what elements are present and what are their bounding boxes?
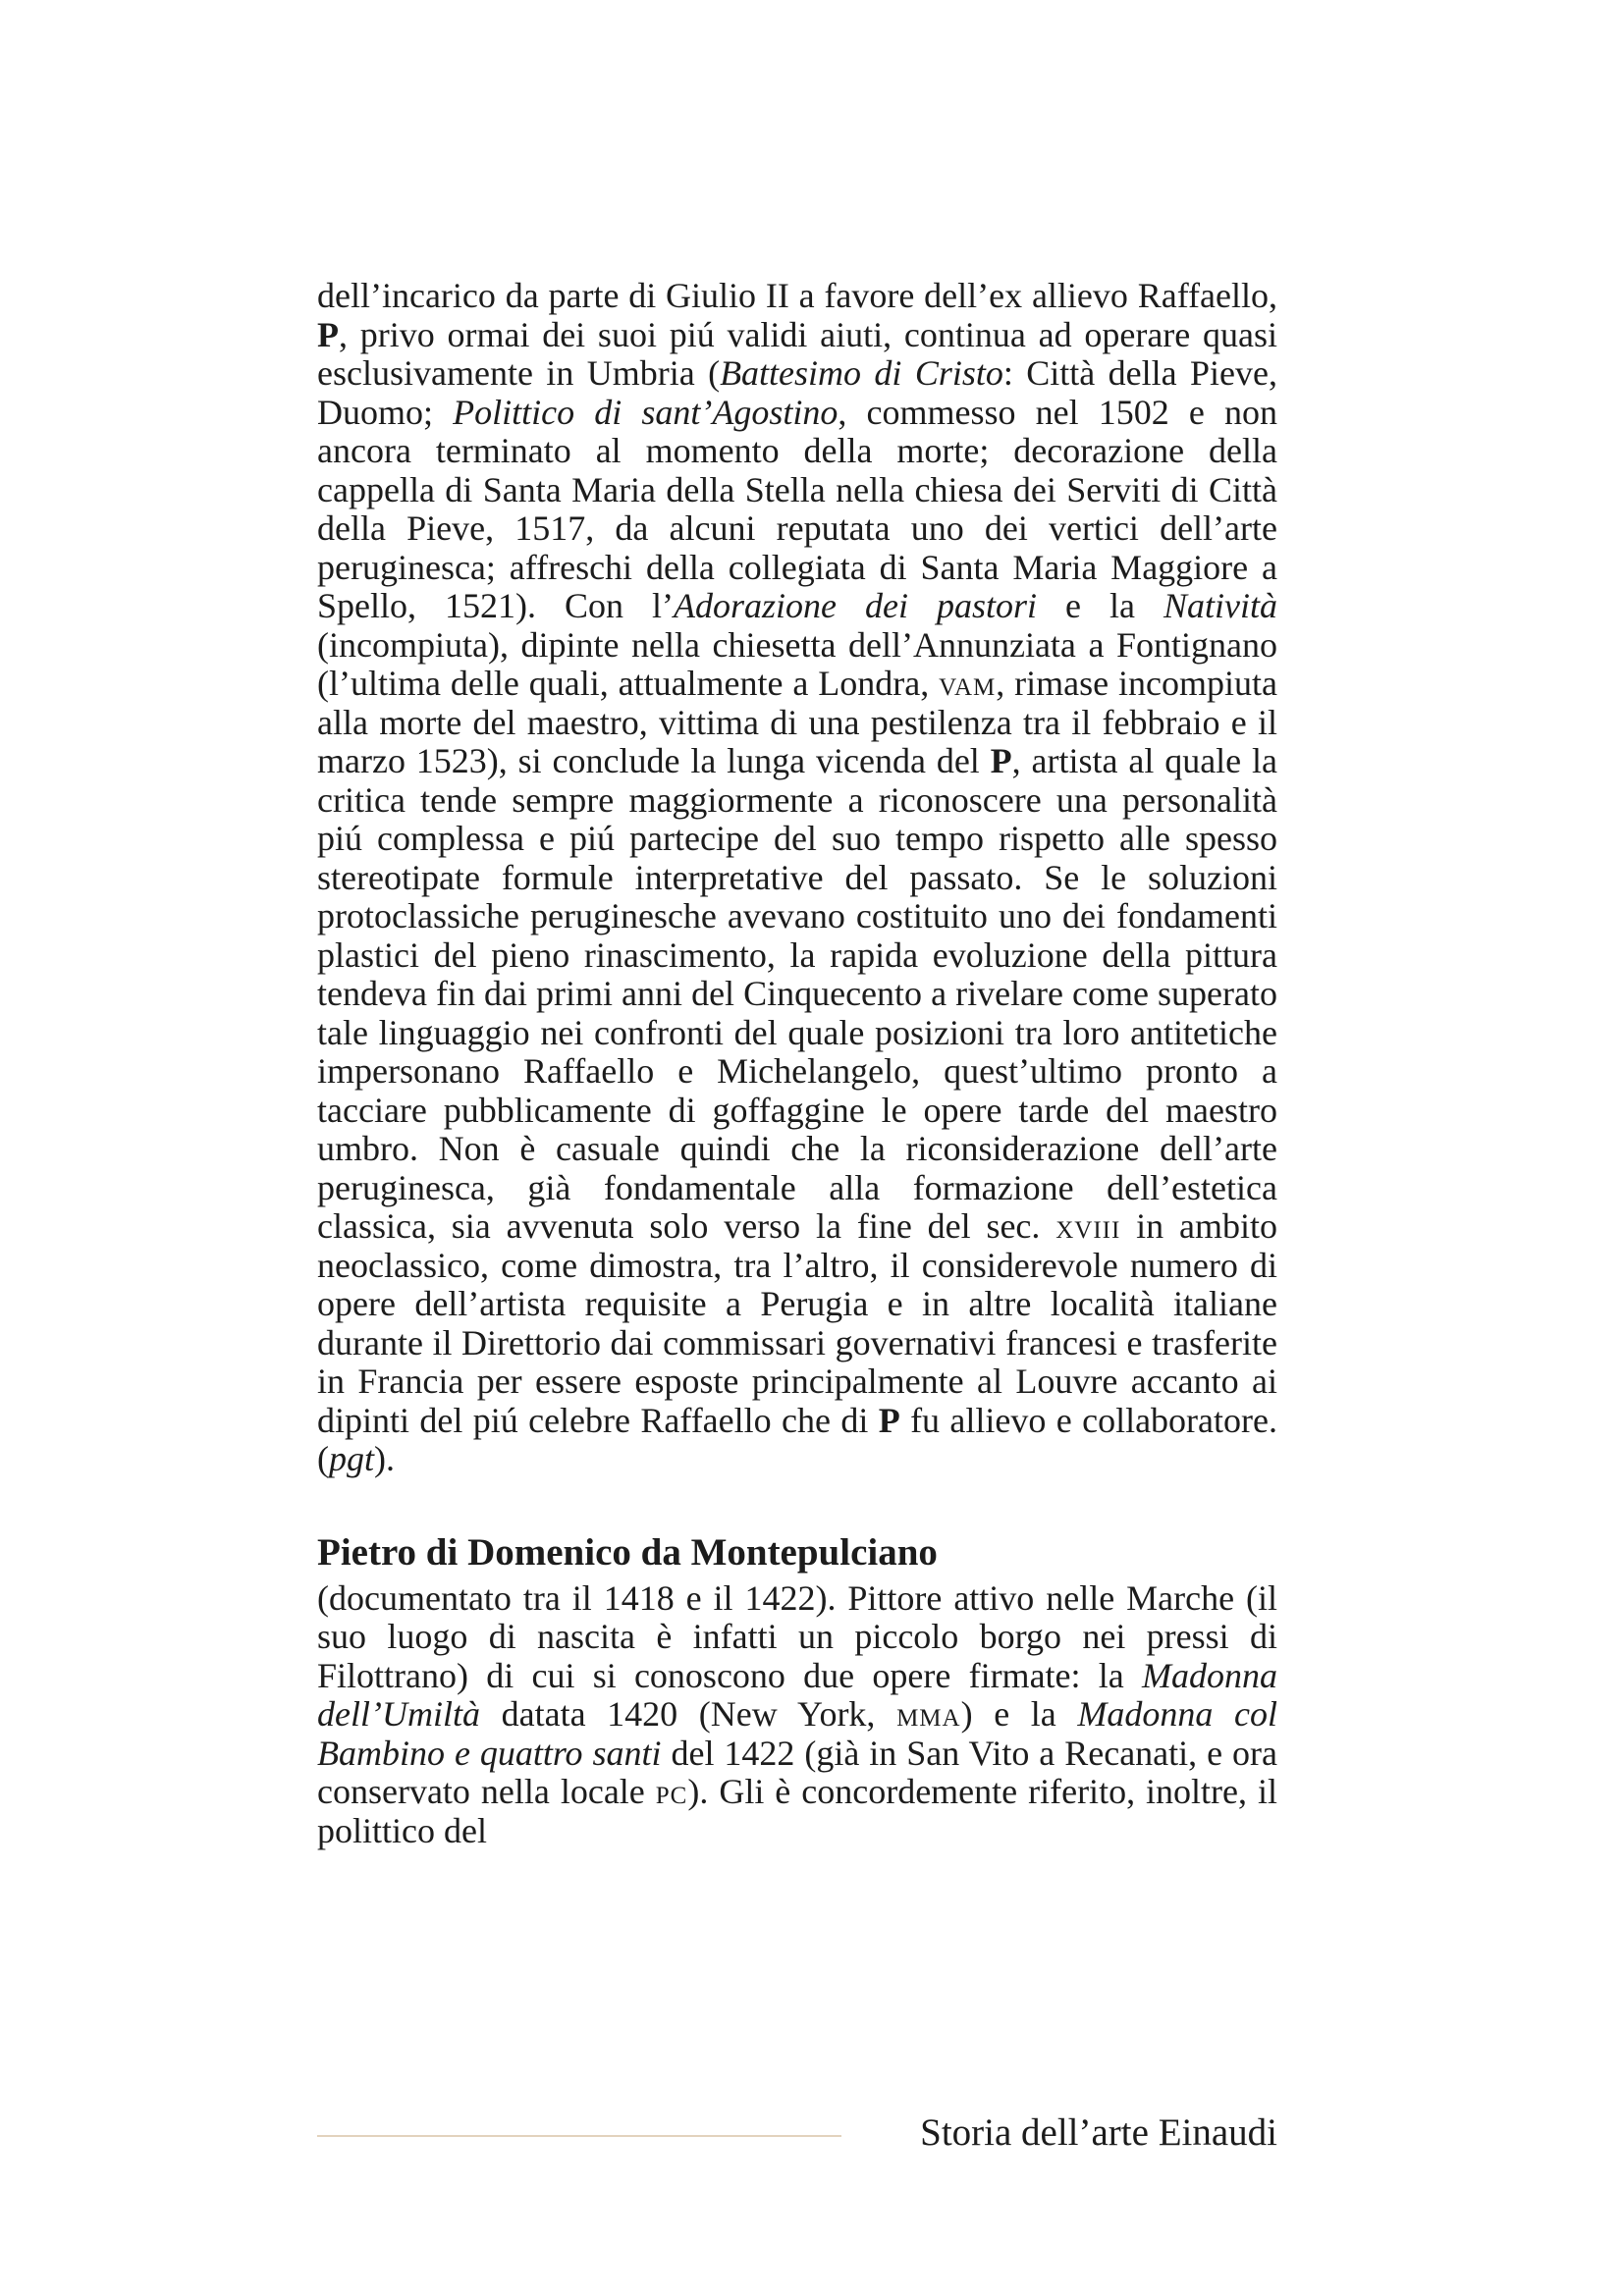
small-caps-run: pc [655, 1772, 688, 1811]
text-run: ). Gli è concordemente riferito, inoltre, il polittico del [317, 1772, 1277, 1850]
text-run: e la [1037, 586, 1164, 625]
text-run: in ambito neoclassico, come dimostra, tra l’altro, il considerevole numero di opere dell’artista requisite a Perugia e in altre località italiane durante il Direttorio dai commissari governativi francesi e trasferite in Francia per essere esposte principalmente al Louvre accanto ai dipinti del piú celebre Raffaello che di [317, 1206, 1277, 1440]
italic-run: pgt [329, 1439, 375, 1478]
text-run: datata 1420 (New York, [479, 1694, 897, 1734]
text-run: , artista al quale la critica tende sempre maggiormente a riconoscere una personalità piú complessa e piú partecipe del suo tempo rispetto alle spesso stereotipate formule interpretative del passato. Se le soluzioni protoclassiche peruginesche avevano costituito uno dei fondamenti plastici del pieno rinascimento, la rapida evoluzione della pittura tendeva fin dai primi anni del Cinquecento a rivelare come superato tale linguaggio nei confronti del quale posizioni tra loro antitetiche impersonano Raffaello e Michelangelo, quest’ultimo pronto a tacciare pubblicamente di goffaggine le opere tarde del maestro umbro. Non è casuale quindi che la riconsiderazione dell’arte peruginesca, già fondamentale alla formazione dell’estetica classica, sia avvenuta solo verso la fine del sec. [317, 741, 1278, 1246]
small-caps-run: mma [896, 1694, 961, 1734]
footer-rule [317, 2135, 841, 2137]
text-run: fu allievo e collaboratore. ( [317, 1400, 1277, 1478]
small-caps-run: xviii [1055, 1206, 1121, 1246]
text-run: : Città della Pieve, Duomo; [317, 353, 1277, 432]
text-run: , commesso nel 1502 e non ancora terminato al momento della morte; decorazione della cappella di Santa Maria della Stella nella chiesa dei Serviti di Città della Pieve, 1517, da alcuni reputata uno dei vertici dell’arte peruginesca; affreschi della collegiata di Santa Maria Maggiore a Spello, 1521). Con l’ [317, 392, 1277, 625]
small-caps-run: vam [939, 664, 997, 703]
page-footer [317, 2109, 1277, 2158]
text-run: ) e la [960, 1694, 1078, 1734]
italic-run: Natività [1163, 586, 1278, 625]
text-run: ). [374, 1439, 396, 1478]
italic-run: Adorazione dei pastori [674, 586, 1038, 625]
bold-run: P [878, 1400, 900, 1440]
bold-run: P [317, 314, 339, 354]
italic-run: Madonna dell’Umiltà [317, 1655, 1277, 1734]
italic-run: Battesimo di Cristo [720, 353, 1003, 393]
entry-heading: Pietro di Domenico da Montepulciano [317, 1530, 938, 1574]
text-run: dell’incarico da parte di Giulio II a favore dell’ex allievo Raffaello, [317, 276, 1277, 315]
footer-title: Storia dell’arte Einaudi [920, 2111, 1277, 2154]
entry-paragraph [317, 1579, 1277, 1851]
body-paragraph [317, 277, 1277, 1479]
text-run: (documentato tra il 1418 e il 1422). Pittore attivo nelle Marche (il suo luogo di nascita è infatti un piccolo borgo nei pressi di Filottrano) di cui si conoscono due opere firmate: la [317, 1577, 1277, 1695]
italic-run: Polittico di sant’Agostino [453, 392, 839, 432]
text-run: del 1422 (già in San Vito a Recanati, e ora conservato nella locale [317, 1733, 1277, 1811]
italic-run: Madonna col Bambino e quattro santi [317, 1694, 1277, 1773]
page-content [317, 277, 1277, 2289]
text-run: (incompiuta), dipinte nella chiesetta dell’Annunziata a Fontignano (l’ultima delle quali, attualmente a Londra, [317, 624, 1277, 703]
bold-run: P [990, 741, 1012, 780]
text-run: , privo ormai dei suoi piú validi aiuti, continua ad operare quasi esclusivamente in Umbria ( [317, 314, 1277, 393]
text-run: , rimase incompiuta alla morte del maestro, vittima di una pestilenza tra il febbraio e il marzo 1523), si conclude la lunga vicenda del [317, 664, 1277, 780]
